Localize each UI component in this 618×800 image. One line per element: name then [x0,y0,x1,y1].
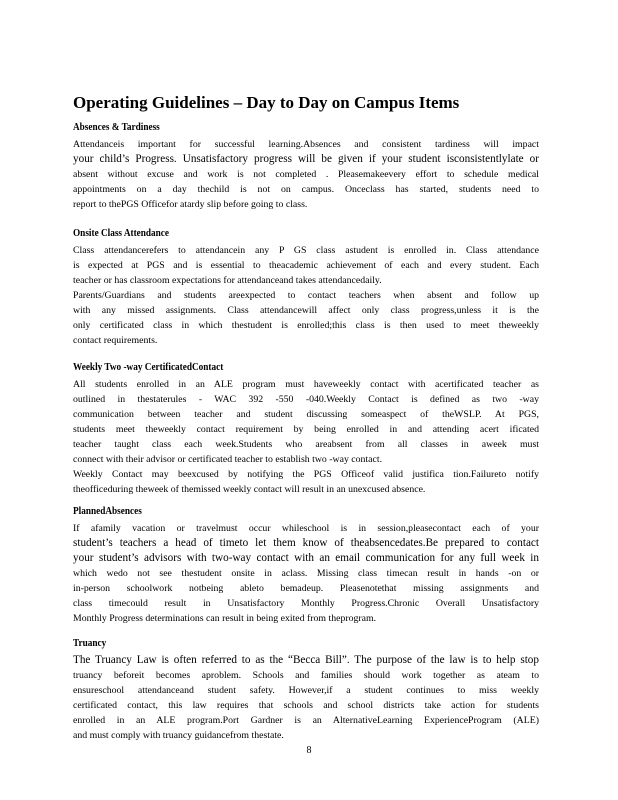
paragraph-line: certificated contact, this law requires that schools and school districts take action for students [73,700,539,711]
paragraph-line: All students enrolled in an ALE program must haveweekly contact with acertificated teacher as [73,379,539,390]
paragraph-line: appointments on a day thechild is not on campus. Onceclass has started, students need to [73,184,539,195]
paragraph-line: Monthly Progress determinations can result in being exited from theprogram. [73,613,377,624]
paragraph-line: truancy beforeit becomes aproblem. Schools and families should work together as ateam to [73,670,539,681]
section-planned-absences [73,505,547,626]
section-onsite-class-attendance [73,227,547,348]
paragraph-line: is expected at PGS and is essential to theacademic achievement of each and every student. Each [73,260,539,271]
paragraph-line: absent without excuse and work is not completed . Pleasemakeevery effort to schedule medical [73,169,539,180]
paragraph-line: contact requirements. [73,335,158,346]
section-heading: PlannedAbsences [73,506,142,517]
paragraph-line: which wedo not see thestudent onsite in aclass. Missing class timecan result in hands -on or [73,568,539,579]
paragraph-line: The Truancy Law is often referred to as the “Becca Bill”. The purpose of the law is to help stop [73,654,539,666]
paragraph-line: your child’s Progress. Unsatisfactory progress will be given if your student isconsistentlylate or [73,153,539,165]
section-truancy [73,637,547,743]
paragraph-line: Class attendancerefers to attendancein any P GS class astudent is enrolled in. Class attendance [73,245,539,256]
paragraph-line: enrolled in an ALE program.Port Gardner is an AlternativeLearning ExperienceProgram (ALE) [73,715,539,726]
paragraph-line: Weekly Contact may beexcused by notifying the PGS Officeof valid justifica tion.Failureto notify [73,469,539,480]
paragraph-line: teacher or has classroom expectations for attendanceand takes attendancedaily. [73,275,382,286]
paragraph-line: students meet theweekly contact requirement by being enrolled in and attending acert ificated [73,424,539,435]
paragraph-line: with any missed assignments. Class attendancewill affect only class progress,unless it is the [73,305,539,316]
paragraph-line: communication between teacher and student discussing someaspect of theWSLP. At PGS, [73,409,539,420]
section-weekly-contact [73,361,547,497]
paragraph-line: class timecould result in Unsatisfactory Monthly Progress.Chronic Overall Unsatisfactory [73,598,539,609]
section-heading: Absences & Tardiness [73,122,160,133]
page-title: Operating Guidelines – Day to Day on Campus Items [73,93,460,112]
paragraph-line: report to thePGS Officefor atardy slip before going to class. [73,199,308,210]
section-heading: Truancy [73,638,107,649]
paragraph-line: If afamily vacation or travelmust occur whileschool is in session,pleasecontact each of your [73,523,539,534]
paragraph-line: your student’s advisors with two-way contact with an email communication for any full week in [73,552,539,564]
paragraph-line: connect with their advisor or certificated teacher to establish two -way contact. [73,454,383,465]
paragraph-line: teacher taught class each week.Students who areabsent from all classes in aweek must [73,439,539,450]
paragraph-line: only certificated class in which thestudent is enrolled;this class is then used to meet theweekly [73,320,539,331]
paragraph-line: student’s teachers a head of timeto let them know of theabsencedates.Be prepared to contact [73,537,539,549]
paragraph-line: outlined in thestaterules - WAC 392 -550 -040.Weekly Contact is defined as two -way [73,394,539,405]
paragraph-line: Parents/Guardians and students areexpected to contact teachers when absent and follow up [73,290,539,301]
page-number: 8 [306,745,312,756]
section-absences-tardiness [73,121,547,212]
paragraph-line: in-person schoolwork notbeing ableto bemadeup. Pleasenotethat missing assignments and [73,583,539,594]
section-heading: Weekly Two -way CertificatedContact [73,362,224,373]
paragraph-line: ensureschool attendanceand student safety. However,if a student continues to miss weekly [73,685,539,696]
section-heading: Onsite Class Attendance [73,228,170,239]
paragraph-line: Attendanceis important for successful learning.Absences and consistent tardiness will impact [73,139,539,150]
paragraph-line: and must comply with truancy guidancefrom thestate. [73,730,284,741]
paragraph-line: theofficeduring theweek of themissed weekly contact will result in an unexcused absence. [73,484,426,495]
